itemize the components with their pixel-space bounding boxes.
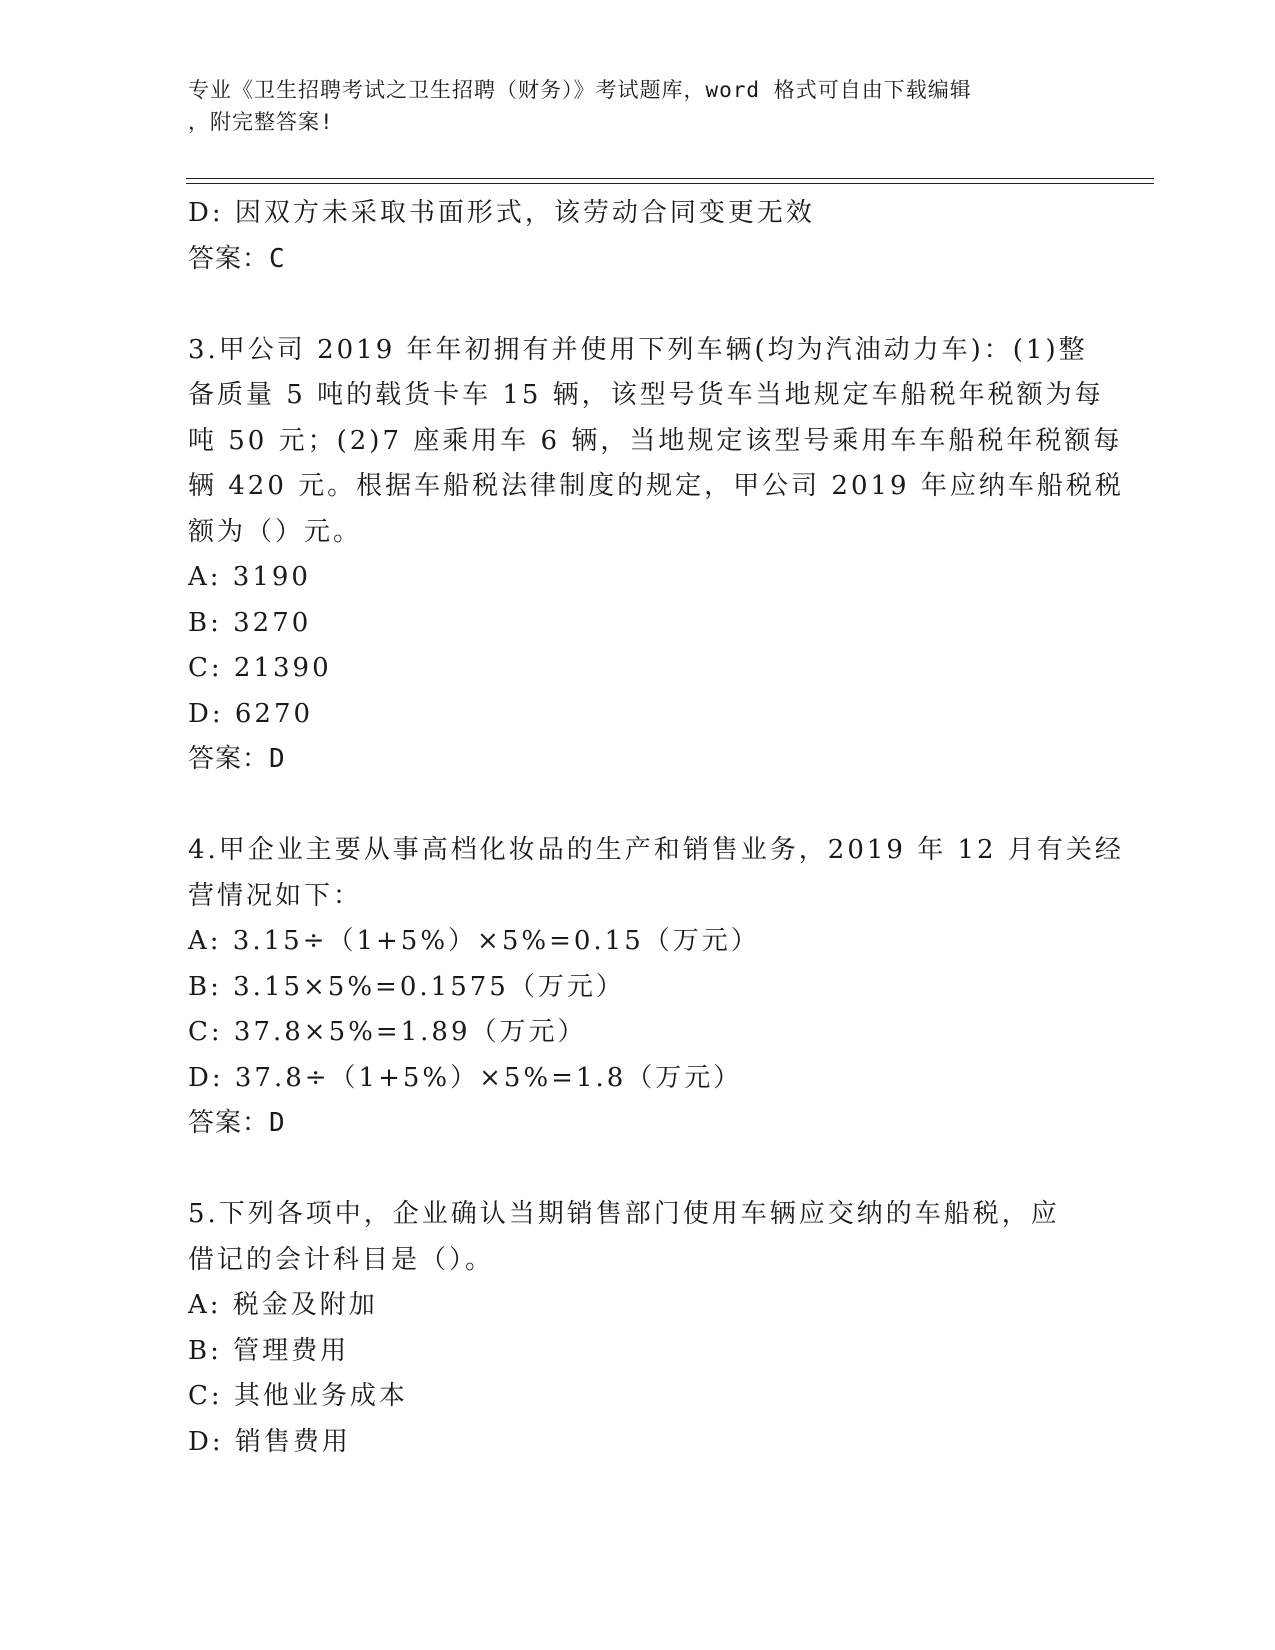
question-5 bbox=[188, 1192, 1088, 1465]
question-stem-line: 借记的会计科目是（）。 bbox=[188, 1244, 495, 1275]
option-d: D: 37.8÷（1+5%）×5%=1.8（万元） bbox=[188, 1062, 743, 1093]
question-stem-line: 4.甲企业主要从事高档化妆品的生产和销售业务，2019 年 12 月有关经 bbox=[188, 835, 1124, 865]
answer: 答案：C bbox=[188, 243, 286, 274]
spacer bbox=[188, 1147, 1088, 1193]
option-a: A: 税金及附加 bbox=[188, 1290, 378, 1320]
answer: 答案：D bbox=[188, 744, 286, 774]
question-4 bbox=[188, 828, 1124, 1147]
question-stem-line: 5.下列各项中，企业确认当期销售部门使用车辆应交纳的车船税，应 bbox=[188, 1199, 1060, 1229]
question-stem-line: 吨 50 元；(2)7 座乘用车 6 辆，当地规定该型号乘用车车船税年税额每 bbox=[188, 425, 1123, 456]
option-a: A: 3.15÷（1+5%）×5%=0.15（万元） bbox=[188, 926, 760, 956]
question-stem-line: 3.甲公司 2019 年年初拥有并使用下列车辆(均为汽油动力车)：(1)整 bbox=[188, 334, 1088, 365]
option-b: B: 管理费用 bbox=[188, 1335, 350, 1366]
question-stem-line: 备质量 5 吨的载货卡车 15 辆，该型号货车当地规定车船税年税额为每 bbox=[188, 380, 1104, 410]
question-list bbox=[188, 191, 1124, 1465]
question-stem-line: 额为（）元。 bbox=[188, 516, 363, 547]
question-stem-line: 营情况如下： bbox=[188, 880, 363, 911]
document-header bbox=[188, 74, 1068, 138]
option-b: B: 3270 bbox=[188, 607, 312, 638]
option-a: A: 3190 bbox=[188, 562, 311, 592]
question-2-tail bbox=[188, 191, 1088, 282]
answer: 答案：D bbox=[188, 1108, 286, 1138]
header-line-2: ，附完整答案! bbox=[188, 110, 334, 134]
option-b: B: 3.15×5%=0.1575（万元） bbox=[188, 971, 625, 1002]
option-d: D: 6270 bbox=[188, 698, 314, 729]
spacer bbox=[188, 282, 1088, 328]
question-stem-line: 辆 420 元。根据车船税法律制度的规定，甲公司 2019 年应纳车船税税 bbox=[188, 471, 1124, 501]
header-divider-bottom bbox=[186, 183, 1154, 184]
option-d: D: 因双方未采取书面形式，该劳动合同变更无效 bbox=[188, 198, 815, 228]
option-c: C: 其他业务成本 bbox=[188, 1381, 408, 1411]
option-c: C: 37.8×5%=1.89（万元） bbox=[188, 1017, 587, 1047]
option-d: D: 销售费用 bbox=[188, 1426, 351, 1457]
header-line-1: 专业《卫生招聘考试之卫生招聘（财务）》考试题库，word 格式可自由下载编辑 bbox=[188, 78, 972, 102]
spacer bbox=[188, 783, 1088, 829]
option-c: C: 21390 bbox=[188, 653, 332, 683]
header-divider-top bbox=[186, 178, 1154, 179]
question-3 bbox=[188, 328, 1124, 783]
